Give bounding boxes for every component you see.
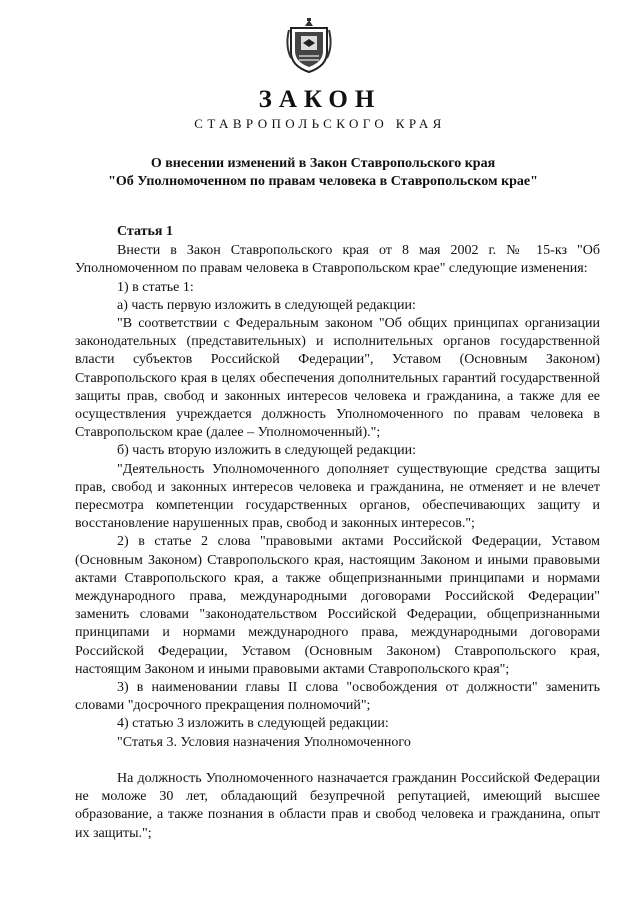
paragraph: 1) в статье 1:	[117, 279, 194, 295]
paragraph: а) часть первую изложить в следующей редакции:	[117, 297, 416, 313]
paragraph: "Статья 3. Условия назначения Уполномоченного	[117, 734, 411, 750]
paragraph: На должность Уполномоченного назначается гражданин Российской Федерации не моложе 30 лет, обладающий безупречной репутацией, имеющий высшее образование, а также познания в области прав и свобод человека и гражданина, опыт их защиты.";	[75, 770, 600, 841]
paragraph: б) часть вторую изложить в следующей редакции:	[117, 443, 416, 459]
spacer	[75, 752, 600, 770]
paragraph: 3) в наименовании главы II слова "освобождения от должности" заменить словами "досрочного прекращения полномочий";	[75, 680, 600, 714]
law-title-line-2: "Об Уполномоченном по правам человека в Ставропольском крае"	[108, 174, 538, 189]
coat-of-arms-emblem	[285, 18, 333, 74]
law-title-line-1: О внесении изменений в Закон Ставропольского края	[150, 156, 496, 171]
paragraph: Внести в Закон Ставропольского края от 8 мая 2002 г. № 15-кз "Об Уполномоченном по правам человека в Ставропольском крае" следующие изменения:	[75, 243, 600, 277]
paragraph: 2) в статье 2 слова "правовыми актами Российской Федерации, Уставом (Основным Законом) Ставропольского края, настоящим Законом и иными правовыми актами Ставропольского края, а также общепризнанными принципами и нормами международного права, международными договорами Российской Федерации" заменить словами "законодательством Российской Федерации, общепризнанными принципами и нормами международного права, международными договорами Российской Федерации, Уставом (Основным Законом) Ставропольского края, настоящим Законом и иными правовыми актами Ставропольского края";	[75, 534, 600, 677]
paragraph: "Деятельность Уполномоченного дополняет существующие средства защиты прав, свобод и законных интересов человека и гражданина, не отменяет и не влечет пересмотра компетенции государственных органов, обеспечивающих защиту и восстановление нарушенных прав, свобод и законных интересов.";	[75, 461, 600, 532]
paragraph: "В соответствии с Федеральным законом "Об общих принципах организации законодательных (представительных) и исполнительных органов государственной власти субъектов Российской Федерации", Уставом (Основным Законом) Ставропольского края в целях обеспечения дополнительных гарантий государственной защиты прав, свобод и законных интересов человека и гражданина, а также для ее осуществления учреждается должность Уполномоченного по правам человека в Ставропольском крае (далее – Уполномоченный).";	[75, 316, 600, 441]
document-title: ЗАКОН	[258, 86, 382, 113]
document-body	[75, 223, 600, 843]
paragraph: 4) статью 3 изложить в следующей редакции:	[117, 716, 389, 732]
law-heading	[58, 155, 588, 191]
document-subtitle: СТАВРОПОЛЬСКОГО КРАЯ	[194, 116, 446, 131]
article-heading: Статья 1	[117, 224, 173, 239]
